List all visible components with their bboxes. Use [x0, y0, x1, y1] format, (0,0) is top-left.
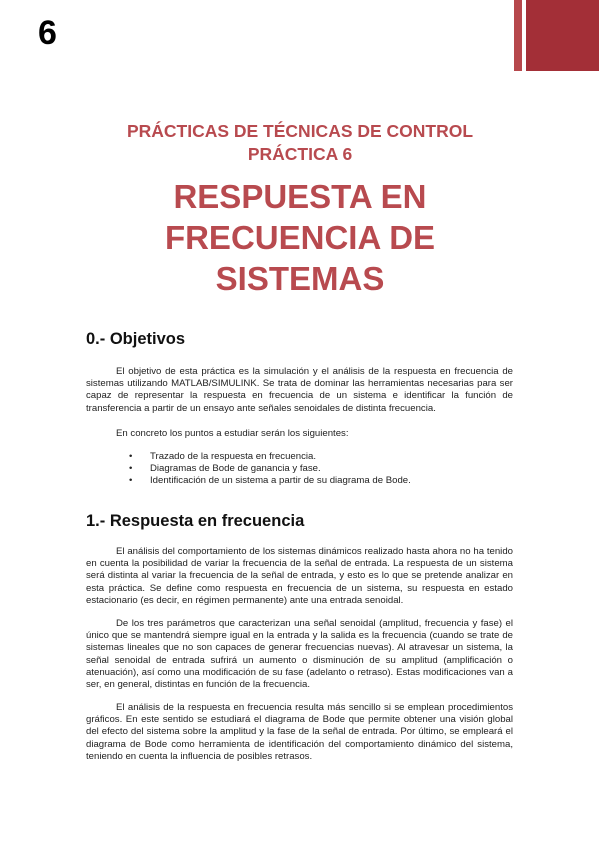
practice-number: PRÁCTICA 6 [247, 144, 353, 164]
section-1-paragraph-2: De los tres parámetros que caracterizan una señal senoidal (amplitud, frecuencia y fase) el único que se mantendrá siempre igual en la entrada y la salida es la frecuencia (cuando se trate de sistemas lineales que no son capaces de generar frecuencias nuevas). Al atravesar un sistema, la señal senoidal de entrada sufrirá un aumento o disminución de su amplitud (amplificación o atenuación), así como una modificación de su fase (adelanto o retraso). Estas modificaciones van a ser, en general, distintas en función de la frecuencia. [86, 618, 513, 691]
objectives-list [129, 451, 411, 488]
practice-title-line-1: RESPUESTA EN [173, 178, 427, 215]
list-item [129, 463, 411, 475]
section-1-title: 1.- Respuesta en frecuencia [86, 512, 305, 530]
practice-title-line-2: FRECUENCIA DE [164, 219, 436, 256]
chapter-heading [60, 120, 540, 299]
header-accent-bar-thin [514, 0, 522, 71]
section-0-paragraph-1: El objetivo de esta práctica es la simulación y el análisis de la respuesta en frecuencia de sistemas utilizando MATLAB/SIMULINK. Se trata de dominar las herramientas necesarias para ser capaz de representar la respuesta en frecuencia de un sistema e identificar la función de transferencia a partir de un ensayo ante señales senoidales de distinta frecuencia. [86, 366, 513, 414]
list-item-text: Diagramas de Bode de ganancia y fase. [150, 463, 321, 475]
practice-title-line-3: SISTEMAS [215, 260, 385, 297]
header-accent-bar-wide [526, 0, 599, 71]
list-item [129, 475, 411, 487]
page-number: 6 [38, 14, 57, 52]
list-item [129, 451, 411, 463]
list-item-text: Identificación de un sistema a partir de su diagrama de Bode. [150, 475, 411, 487]
bullet-icon: • [129, 475, 133, 487]
course-title: PRÁCTICAS DE TÉCNICAS DE CONTROL [126, 121, 474, 141]
section-1-paragraph-1: El análisis del comportamiento de los sistemas dinámicos realizado hasta ahora no ha tenido en cuenta la posibilidad de variar la frecuencia de la señal de entrada. La respuesta de un sistema será distinta al variar la frecuencia de la señal de entrada, y esto es lo que se pretende analizar en esta práctica. Se define como respuesta en frecuencia de un sistema, su respuesta en estado estacionario (es decir, en régimen permanente) ante una entrada senoidal. [86, 546, 513, 606]
section-0-title: 0.- Objetivos [86, 330, 186, 348]
bullet-icon: • [129, 451, 133, 462]
bullet-icon: • [129, 463, 133, 475]
section-0-paragraph-2: En concreto los puntos a estudiar serán los siguientes: [116, 428, 349, 439]
section-1-paragraph-3: El análisis de la respuesta en frecuencia resulta más sencillo si se emplean procedimientos gráficos. En este sentido se estudiará el diagrama de Bode que permite obtener una visión global del efecto del sistema sobre la amplitud y la fase de la señal de entrada. Por último, se empleará el diagrama de Bode como herramienta de identificación del comportamiento dinámico del sistema, teniendo en cuenta la influencia de posibles retrasos. [86, 702, 513, 762]
practice-title [60, 176, 540, 299]
list-item-text: Trazado de la respuesta en frecuencia. [150, 451, 317, 462]
